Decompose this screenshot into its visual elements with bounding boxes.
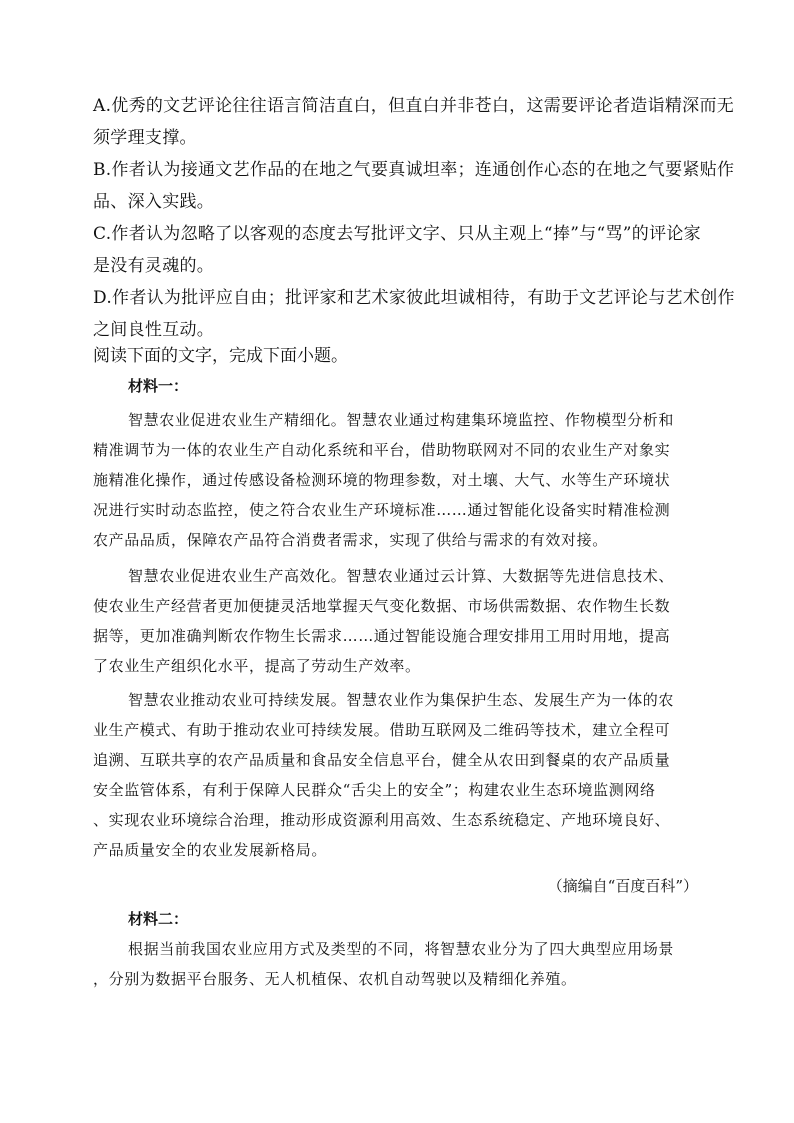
option-d-line-2: 之间良性互动。 bbox=[93, 320, 215, 340]
option-d-line-1: D.作者认为批评应自由；批评家和艺术家彼此坦诚相待，有助于文艺评论与艺术创作 bbox=[93, 288, 735, 308]
paragraph-line: 根据当前我国农业应用方式及类型的不同，将智慧农业分为了四大典型应用场景 bbox=[128, 940, 675, 958]
paragraph-line: 施精准化操作，通过传感设备检测环境的物理参数，对土壤、大气、水等生产环境状 bbox=[93, 471, 671, 489]
option-d bbox=[93, 282, 735, 346]
option-b-line-2: 品、深入实践。 bbox=[93, 192, 215, 212]
option-b bbox=[93, 154, 735, 218]
option-c bbox=[93, 218, 703, 282]
option-a-line-2: 须学理支撑。 bbox=[93, 128, 197, 148]
option-c-line-2: 是没有灵魂的。 bbox=[93, 256, 215, 276]
paragraph-line: 使农业生产经营者更加便捷灵活地掌握天气变化数据、市场供需数据、农作物生长数 bbox=[93, 597, 671, 615]
paragraph-line: 业生产模式、有助于推动农业可持续发展。借助互联网及二维码等技术，建立全程可 bbox=[93, 721, 671, 739]
paragraph-line: 智慧农业促进农业生产高效化。智慧农业通过云计算、大数据等先进信息技术、 bbox=[128, 567, 675, 585]
paragraph-line: 况进行实时动态监控，使之符合农业生产环境标准……通过智能化设备实时精准检测 bbox=[93, 501, 671, 519]
material-1-paragraph-3 bbox=[93, 685, 705, 865]
paragraph-line: 安全监管体系，有利于保障人民群众“舌尖上的安全”；构建农业生态环境监测网络 bbox=[93, 781, 656, 799]
paragraph-line: 精准调节为一体的农业生产自动化系统和平台，借助物联网对不同的农业生产对象实 bbox=[93, 441, 671, 459]
paragraph-line: 据等，更加准确判断农作物生长需求……通过智能设施合理安排用工用时用地，提高 bbox=[93, 627, 671, 645]
paragraph-line: 了农业生产组织化水平，提高了劳动生产效率。 bbox=[93, 657, 421, 675]
paragraph-line: ，分别为数据平台服务、无人机植保、农机自动驾驶以及精细化养殖。 bbox=[93, 970, 577, 988]
option-c-line-1: C.作者认为忽略了以客观的态度去写批评文字、只从主观上“捧”与“骂”的评论家 bbox=[93, 224, 701, 244]
material-2-paragraph-1 bbox=[93, 934, 705, 994]
paragraph-line: 智慧农业推动农业可持续发展。智慧农业作为集保护生态、发展生产为一体的农 bbox=[128, 691, 675, 709]
paragraph-line: 追溯、互联共享的农产品质量和食品安全信息平台，健全从农田到餐桌的农产品质量 bbox=[93, 751, 671, 769]
option-a-line-1: A.优秀的文艺评论往往语言简洁直白，但直白并非苍白，这需要评论者造诣精深而无 bbox=[93, 96, 735, 116]
material-1-source: （摘编自“百度百科”） bbox=[547, 877, 698, 895]
material-1-paragraph-2 bbox=[93, 561, 705, 681]
option-a bbox=[93, 90, 735, 154]
material-2-title: 材料二： bbox=[128, 910, 189, 928]
paragraph-line: 、实现农业环境综合治理，推动形成资源利用高效、生态系统稳定、产地环境良好、 bbox=[93, 811, 671, 829]
reading-instruction: 阅读下面的文字，完成下面小题。 bbox=[93, 346, 348, 366]
paragraph-line: 智慧农业促进农业生产精细化。智慧农业通过构建集环境监控、作物模型分析和 bbox=[128, 411, 675, 429]
paragraph-line: 产品质量安全的农业发展新格局。 bbox=[93, 841, 328, 859]
material-1-title: 材料一： bbox=[128, 377, 189, 395]
option-b-line-1: B.作者认为接通文艺作品的在地之气要真诚坦率；连通创作心态的在地之气要紧贴作 bbox=[93, 160, 735, 180]
paragraph-line: 农产品品质，保障农产品符合消费者需求，实现了供给与需求的有效对接。 bbox=[93, 531, 608, 549]
material-1-paragraph-1 bbox=[93, 405, 705, 555]
